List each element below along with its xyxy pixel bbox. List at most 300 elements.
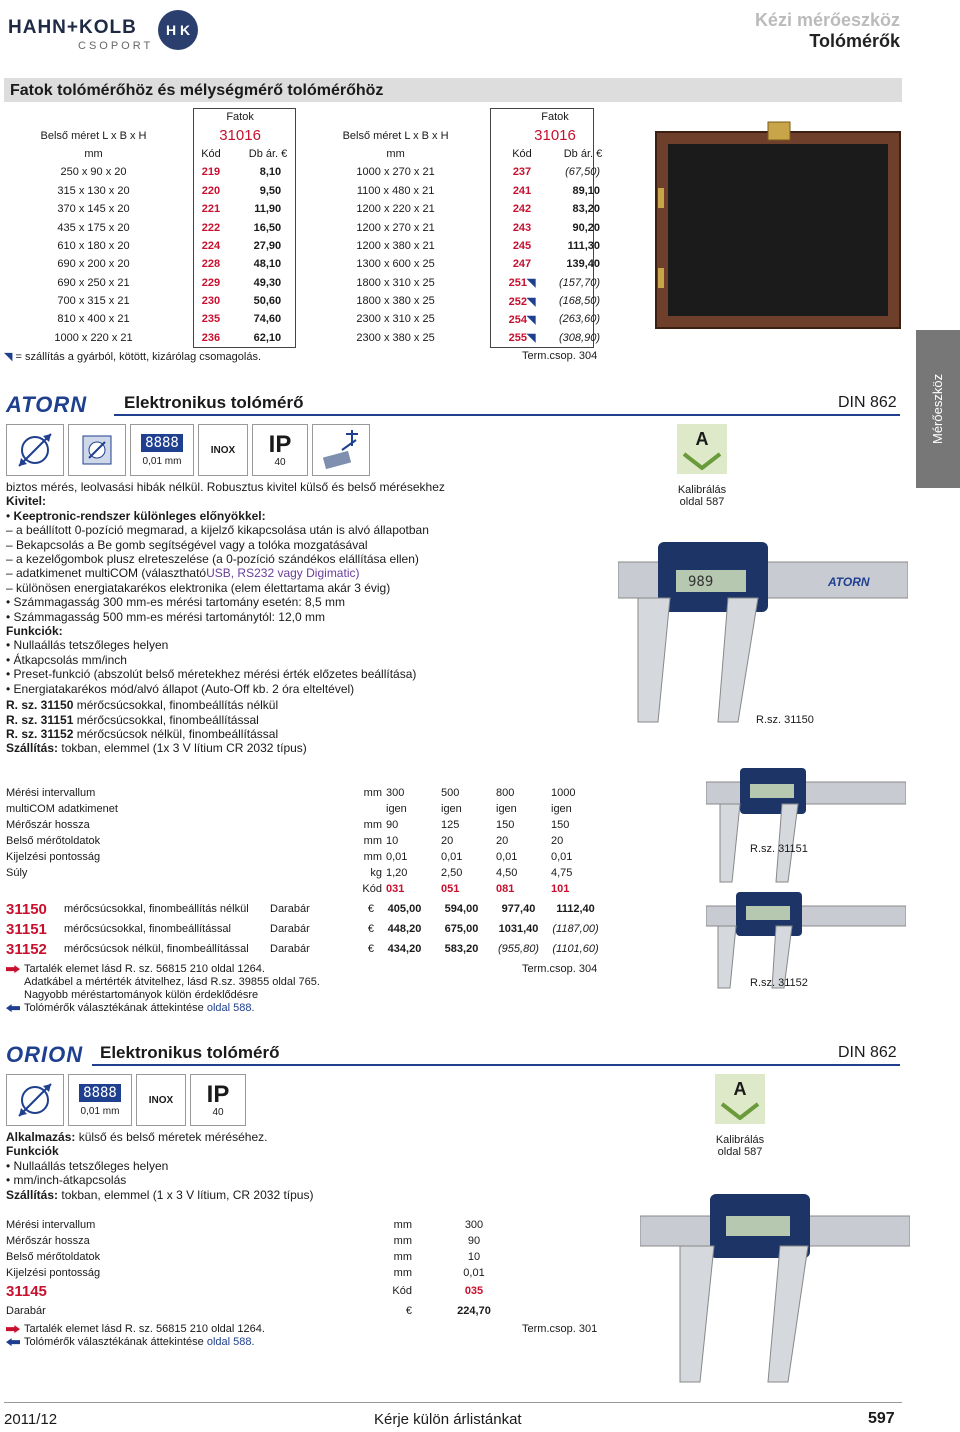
price-value: 434,20 xyxy=(387,943,422,955)
bullet: • Számmagasság 500 mm-es mérési tartománytól: 12,0 mm xyxy=(6,609,325,624)
price-row xyxy=(4,1301,534,1321)
ref-text: mérőcsúcsokkal, finombeállítás nélkül xyxy=(73,698,279,713)
table-row xyxy=(4,182,616,200)
bullet-text: Keeptronic-rendszer különleges előnyökkel: xyxy=(13,508,266,523)
code-cell: 229 xyxy=(201,276,221,289)
delivery-line xyxy=(6,741,626,755)
item-desc: mérőcsúcsokkal, finombeállítással xyxy=(64,923,231,935)
inox-label: INOX xyxy=(148,1094,174,1106)
din-label: DIN 862 xyxy=(838,1044,897,1061)
code-cell: 222 xyxy=(201,221,221,234)
spec-label: Mérési intervallum xyxy=(6,1219,96,1231)
spec-value: igen xyxy=(441,803,462,815)
caption: R.sz. 31150 xyxy=(756,714,814,726)
dim-cell: 1000 x 270 x 21 xyxy=(356,166,435,179)
divider xyxy=(114,414,900,416)
ref-code: R. sz. 31151 xyxy=(6,712,74,727)
code-cell: 220 xyxy=(201,184,221,197)
dash-item: – különösen energiatakarékos elektronika (elem élettartama akár 3 évig) xyxy=(6,580,391,595)
note-line xyxy=(6,1323,606,1336)
dim-cell: 250 x 90 x 20 xyxy=(60,166,127,179)
price-value: 405,00 xyxy=(387,903,422,915)
resolution-label: 0,01 mm xyxy=(142,455,182,467)
ip-icon xyxy=(252,424,308,476)
spec-value: 300 xyxy=(386,787,405,799)
currency: € xyxy=(367,923,374,935)
delivery-text: tokban, elemmel (1 x 3 V lítium, CR 2032 típus) xyxy=(58,1187,314,1202)
ref-text: mérőcsúcsok nélkül, finombeállítással xyxy=(73,726,279,741)
note-text: Tolómérők választékának áttekintése xyxy=(24,1336,207,1348)
bullet: • Átkapcsolás mm/inch xyxy=(6,652,127,667)
price-value: (955,80) xyxy=(498,943,539,955)
product-title: Elektronikus tolómérő xyxy=(100,1043,280,1062)
code-cell: 243 xyxy=(512,221,532,234)
caption: R.sz. 31151 xyxy=(750,843,808,855)
spec-value: 0,01 xyxy=(551,851,573,863)
spec-label: Kijelzési pontosság xyxy=(6,1267,101,1279)
code-cell: 228 xyxy=(201,258,221,271)
page-link[interactable]: oldal 588. xyxy=(206,1336,255,1348)
page-header xyxy=(640,10,900,52)
price-cell: 27,90 xyxy=(253,239,282,252)
dim-cell: 1800 x 380 x 25 xyxy=(356,295,435,308)
dash-text: – adatkimenet multiCOM (választható xyxy=(6,566,207,581)
din-label: DIN 862 xyxy=(838,394,897,411)
code-cell: 236 xyxy=(201,331,221,344)
spec-value: 1000 xyxy=(551,787,576,799)
price-cell: 62,10 xyxy=(253,331,282,344)
case-table xyxy=(4,108,616,347)
ip-value: 40 xyxy=(274,456,286,468)
page-link[interactable]: oldal 588. xyxy=(206,1002,255,1014)
dim-cell: 370 x 145 x 20 xyxy=(57,203,130,216)
spec-value: igen xyxy=(496,803,517,815)
measure-icon xyxy=(6,1074,64,1126)
page-number: 597 xyxy=(868,1410,895,1427)
table-row xyxy=(4,292,616,310)
spec-row xyxy=(4,881,604,897)
price-cell: 83,20 xyxy=(572,203,600,216)
caliper-image-31145 xyxy=(640,1176,910,1386)
spec-value: 300 xyxy=(464,1219,484,1231)
bullet-text: Átkapcsolás mm/inch xyxy=(13,652,127,667)
col-kod: Kód xyxy=(201,147,221,160)
spec-value: 4,75 xyxy=(551,867,573,879)
caliper-image-31150 xyxy=(618,522,908,732)
unit-label: mm xyxy=(84,147,103,160)
spec-label: Mérőszár hossza xyxy=(6,1235,90,1247)
calib-letter: A xyxy=(695,429,709,449)
arrow-left-icon xyxy=(6,1004,20,1012)
kivitel-heading: Kivitel: xyxy=(6,494,47,509)
price-value: (1101,60) xyxy=(552,943,599,955)
spec-label: Belső mérőtoldatok xyxy=(6,835,101,847)
usage-text: külső és belső méretek méréséhez. xyxy=(75,1130,268,1144)
spec-row xyxy=(4,801,604,817)
dash-item: – a beállított 0-pozíció megmarad, a kijelző kikapcsolása után is alvó állapotban xyxy=(6,523,429,538)
delivery-text: tokban, elemmel (1x 3 V lítium CR 2032 típus) xyxy=(58,741,307,756)
brand-name: HAHN+KOLB xyxy=(8,17,137,38)
side-tab[interactable]: Mérőeszköz xyxy=(916,330,960,488)
dim-cell: 1200 x 270 x 21 xyxy=(356,221,435,234)
bullet-text: Nullaállás tetszőleges helyen xyxy=(13,1158,169,1173)
price-value: (1187,00) xyxy=(552,923,599,935)
bullet-text: Számmagasság 300 mm-es mérési tartomány esetén: 8,5 mm xyxy=(13,595,346,610)
intro-text: biztos mérés, leolvasási hibák nélkül. Robusztus kivitel külső és belső mérésekhez xyxy=(6,480,445,494)
note-text: Tolómérők választékának áttekintése xyxy=(24,1002,207,1014)
code-cell: 255◥ xyxy=(508,332,536,345)
ip-icon xyxy=(190,1074,246,1126)
col-price: Db ár. € xyxy=(248,147,288,160)
orion-logo: ORION xyxy=(6,1042,84,1067)
price-label: Darabár xyxy=(270,923,310,935)
ref-line xyxy=(6,727,626,741)
price-value: 594,00 xyxy=(444,903,479,915)
price-cell: (168,50) xyxy=(559,295,600,308)
price-value: 583,20 xyxy=(444,943,479,955)
paren: ) xyxy=(355,566,360,581)
dim-cell: 700 x 315 x 21 xyxy=(57,295,130,308)
lcd-digits: 8888 xyxy=(141,434,183,452)
ip-label: IP xyxy=(268,430,292,458)
dim-cell: 690 x 250 x 21 xyxy=(57,276,130,289)
group-label: Fatok xyxy=(226,111,254,124)
code-cell: 237 xyxy=(512,166,532,179)
ref-line xyxy=(6,698,626,712)
table-row xyxy=(4,329,616,347)
price-cell: 8,10 xyxy=(259,166,282,179)
term-group: Term.csop. 301 xyxy=(522,1323,598,1335)
calib-letter: A xyxy=(733,1079,747,1099)
bullet: • Energiatakarékos mód/alvó állapot (Auto-Off kb. 2 óra elteltével) xyxy=(6,681,355,696)
price-row xyxy=(4,939,604,959)
item-desc: mérőcsúcsokkal, finombeállítás nélkül xyxy=(64,903,249,915)
code-cell: 241 xyxy=(512,184,532,197)
bullet-text: Energiatakarékos mód/alvó állapot (Auto-Off kb. 2 óra elteltével) xyxy=(13,681,355,696)
table-row xyxy=(4,163,616,181)
price-row xyxy=(4,899,604,919)
bullet-text: Számmagasság 500 mm-es mérési tartománytól: 12,0 mm xyxy=(13,609,325,624)
price-table xyxy=(4,899,604,959)
spec-table xyxy=(4,785,604,897)
bullet: • Nullaállás tetszőleges helyen xyxy=(6,1158,169,1173)
ip-label: IP xyxy=(206,1080,230,1108)
currency: € xyxy=(367,903,374,915)
col-kod: Kód xyxy=(512,147,532,160)
price-cell: 74,60 xyxy=(253,313,282,326)
spec-unit xyxy=(344,801,384,817)
usage-line xyxy=(6,1130,626,1144)
price-cell: 9,50 xyxy=(259,184,282,197)
bullet: • Számmagasság 300 mm-es mérési tartomány esetén: 8,5 mm xyxy=(6,595,346,610)
spec-label: multiCOM adatkimenet xyxy=(6,803,118,815)
spec-label: Mérési intervallum xyxy=(6,787,96,799)
spec-unit: mm xyxy=(363,819,382,831)
table-row xyxy=(4,218,616,236)
col-price: Db ár. € xyxy=(563,147,603,160)
spec-row xyxy=(4,1265,534,1281)
dim-cell: 2300 x 310 x 25 xyxy=(356,313,435,326)
code-cell: 252◥ xyxy=(508,295,536,308)
spec-value: 0,01 xyxy=(386,851,408,863)
spec-row xyxy=(4,1281,534,1301)
code-cell: 247 xyxy=(512,258,532,271)
unit-label: mm xyxy=(386,147,405,160)
code-cell: 251◥ xyxy=(508,277,536,290)
shipping-note xyxy=(4,350,261,363)
caption: R.sz. 31152 xyxy=(750,977,808,989)
item-code: 31152 xyxy=(6,940,47,958)
spec-label: Kijelzési pontosság xyxy=(6,851,101,863)
bullet: • Keeptronic-rendszer különleges előnyökkel: xyxy=(6,508,266,523)
category-title: Kézi mérőeszköz xyxy=(754,10,900,30)
currency: € xyxy=(367,943,374,955)
ref-code: R. sz. 31152 xyxy=(6,726,74,741)
price-cell: (157,70) xyxy=(559,276,600,289)
price-cell: (308,90) xyxy=(559,331,600,344)
bullet: • Nullaállás tetszőleges helyen xyxy=(6,638,169,653)
note-text: Tartalék elemet lásd R. sz. 56815 210 oldal 1264. xyxy=(24,963,265,975)
price-cell: (67,50) xyxy=(565,166,600,179)
caliper-brand: ATORN xyxy=(828,575,870,589)
resolution-label: 0,01 mm xyxy=(80,1105,120,1117)
bullet-text: Preset-funkció (abszolút belső méretekhez mérési érték előzetes beállítása) xyxy=(13,667,417,682)
spec-label: Belső mérőtoldatok xyxy=(6,1251,101,1263)
inox-label: INOX xyxy=(210,444,236,456)
spec-row xyxy=(4,785,604,801)
spec-value: 1,20 xyxy=(386,867,408,879)
wooden-case-image xyxy=(652,118,904,332)
brand-sub: CSOPORT xyxy=(78,40,154,52)
product-title: Elektronikus tolómérő xyxy=(124,393,304,412)
ref-text: mérőcsúcsokkal, finombeállítással xyxy=(73,712,259,727)
spec-row xyxy=(4,1249,534,1265)
usage-label: Alkalmazás: xyxy=(6,1130,76,1144)
note-line: Adatkábel a mértérték átvitelhez, lásd R.sz. 39855 oldal 765. xyxy=(24,976,320,988)
spec-row xyxy=(4,817,604,833)
calibration-icon xyxy=(715,1074,765,1124)
product-description xyxy=(6,1130,626,1202)
item-code: 31145 xyxy=(6,1282,47,1300)
ref-line xyxy=(6,713,626,727)
term-group: Term.csop. 304 xyxy=(522,350,598,362)
notes xyxy=(6,1323,606,1349)
funkciok-heading: Funkciók xyxy=(6,1144,59,1159)
price-cell: (263,60) xyxy=(559,313,600,326)
spec-value: 101 xyxy=(551,883,570,895)
price-cell: 50,60 xyxy=(253,295,282,308)
spec-row xyxy=(4,1233,534,1249)
code-cell: 224 xyxy=(201,239,221,252)
bullet: • Preset-funkció (abszolút belső méretekhez mérési érték előzetes beállítása) xyxy=(6,667,417,682)
dim-cell: 810 x 400 x 21 xyxy=(57,313,130,326)
spec-value: 800 xyxy=(496,787,515,799)
bullet-text: Nullaállás tetszőleges helyen xyxy=(13,638,169,653)
price-cell: 49,30 xyxy=(253,276,282,289)
spec-value: 0,01 xyxy=(441,851,463,863)
item-desc: mérőcsúcsok nélkül, finombeállítással xyxy=(64,943,249,955)
dim-label: Belső méret L x B x H xyxy=(342,129,449,142)
inox-icon xyxy=(136,1074,186,1126)
measure-icon xyxy=(6,424,64,476)
dash-item: – a kezelőgombok plusz elreteszelése (a 0-pozíció szándékos elállítása ellen) xyxy=(6,552,419,567)
item-code: 31151 xyxy=(6,920,47,938)
feature-icons xyxy=(6,1074,246,1126)
group-label: Fatok xyxy=(541,111,569,124)
product-description xyxy=(6,480,626,756)
footer-rule xyxy=(4,1402,902,1403)
spec-unit: mm xyxy=(393,1235,412,1247)
spec-unit: mm xyxy=(393,1251,412,1263)
ip-value: 40 xyxy=(212,1106,224,1118)
spec-value: 20 xyxy=(496,835,509,847)
spec-value: 500 xyxy=(441,787,460,799)
section-title: Fatok tolómérőhöz és mélységmérő tolómérőhöz xyxy=(4,78,902,102)
price-label: Darabár xyxy=(270,943,310,955)
spec-value: 0,01 xyxy=(496,851,518,863)
delivery-label: Szállítás: xyxy=(6,741,59,756)
calib-page: oldal 587 xyxy=(679,496,725,508)
flag-icon: ◥ xyxy=(4,351,13,363)
note-text: Tartalék elemet lásd R. sz. 56815 210 oldal 1264. xyxy=(24,1323,265,1335)
display-icon xyxy=(68,1074,132,1126)
table-row xyxy=(4,255,616,273)
price-label: Darabár xyxy=(270,903,310,915)
bullet: • mm/inch-átkapcsolás xyxy=(6,1173,127,1188)
spec-table xyxy=(4,1217,534,1321)
note-line xyxy=(6,963,606,976)
price-cell: 48,10 xyxy=(253,258,282,271)
price-row xyxy=(4,919,604,939)
code-cell: 254◥ xyxy=(508,313,536,326)
price-value: 1031,40 xyxy=(498,923,539,935)
currency: € xyxy=(405,1305,412,1317)
spec-value: 031 xyxy=(386,883,405,895)
calib-label: Kalibrálás xyxy=(677,484,727,496)
interface-options: USB, RS232 vagy Digimatic xyxy=(206,566,356,581)
price-cell: 90,20 xyxy=(572,221,600,234)
divider xyxy=(92,1064,900,1066)
spec-label: Súly xyxy=(6,867,28,879)
spec-unit: mm xyxy=(393,1267,412,1279)
calibration-badge[interactable] xyxy=(690,1074,790,1158)
price-cell: 111,30 xyxy=(567,239,600,252)
spec-value: 051 xyxy=(441,883,460,895)
code-cell: 235 xyxy=(201,313,221,326)
spec-unit: kg xyxy=(370,867,382,879)
code-cell: 221 xyxy=(201,203,221,216)
spec-unit: Kód xyxy=(362,883,382,895)
table-row xyxy=(4,274,616,292)
brand-emblem: H K xyxy=(158,10,198,50)
spec-value: 2,50 xyxy=(441,867,463,879)
dim-cell: 2300 x 380 x 25 xyxy=(356,331,435,344)
spec-label xyxy=(4,881,344,897)
code-cell: 242 xyxy=(512,203,532,216)
note-text: = szállítás a gyárból, kötött, kizárólag csomagolás. xyxy=(15,351,262,363)
article-code: 31016 xyxy=(219,127,261,145)
spec-label: Mérőszár hossza xyxy=(6,819,90,831)
footer-year: 2011/12 xyxy=(4,1411,58,1428)
inner-measure-icon xyxy=(68,424,126,476)
dim-cell: 1100 x 480 x 21 xyxy=(356,184,435,197)
calibration-icon xyxy=(677,424,727,474)
arrow-right-icon xyxy=(6,965,20,973)
delivery-line xyxy=(6,1188,626,1202)
flag-icon: ◥ xyxy=(526,277,536,290)
spec-value: 20 xyxy=(551,835,564,847)
table-row xyxy=(4,310,616,328)
table-row xyxy=(4,237,616,255)
dim-cell: 1200 x 220 x 21 xyxy=(356,203,435,216)
article-code: 31016 xyxy=(534,127,576,145)
spec-value: 90 xyxy=(467,1235,481,1247)
calib-page: oldal 587 xyxy=(717,1146,763,1158)
notes xyxy=(6,963,606,1015)
spec-value: 20 xyxy=(441,835,454,847)
flag-icon: ◥ xyxy=(526,313,536,326)
spec-value: 90 xyxy=(386,819,399,831)
arrow-left-icon xyxy=(6,1338,20,1346)
flag-icon: ◥ xyxy=(526,332,536,345)
price-value: 977,40 xyxy=(501,903,536,915)
price-cell: 89,10 xyxy=(572,184,600,197)
arrow-right-icon xyxy=(6,1325,20,1333)
spec-value: 0,01 xyxy=(463,1267,485,1279)
calibration-badge[interactable] xyxy=(652,424,752,508)
spec-unit: mm xyxy=(363,851,382,863)
spec-value: 10 xyxy=(386,835,399,847)
spec-value: 150 xyxy=(496,819,515,831)
caliper-image-31151 xyxy=(706,756,906,886)
delivery-label: Szállítás: xyxy=(6,1187,59,1202)
spec-row xyxy=(4,865,604,881)
dim-label: Belső méret L x B x H xyxy=(40,129,147,142)
price-cell: 16,50 xyxy=(253,221,282,234)
dash-item xyxy=(6,566,626,580)
dim-cell: 435 x 175 x 20 xyxy=(57,221,130,234)
spec-unit: mm xyxy=(363,835,382,847)
dim-cell: 1200 x 380 x 21 xyxy=(356,239,435,252)
calib-label: Kalibrálás xyxy=(715,1134,765,1146)
display-icon xyxy=(130,424,194,476)
term-group: Term.csop. 304 xyxy=(522,963,598,975)
price-value: 1112,40 xyxy=(556,903,595,915)
dim-cell: 610 x 180 x 20 xyxy=(57,239,130,252)
spec-row xyxy=(4,849,604,865)
feature-icons xyxy=(6,424,370,476)
dim-cell: 315 x 130 x 20 xyxy=(57,184,130,197)
lcd-digits: 8888 xyxy=(79,1084,121,1102)
spec-value: 4,50 xyxy=(496,867,518,879)
spec-row xyxy=(4,833,604,849)
price-value: 224,70 xyxy=(457,1305,491,1317)
spec-value: 081 xyxy=(496,883,515,895)
dim-cell: 1300 x 600 x 25 xyxy=(356,258,435,271)
brand-logo xyxy=(8,6,198,52)
funkciok-heading: Funkciók: xyxy=(6,624,63,639)
spec-value: 150 xyxy=(551,819,570,831)
flag-icon: ◥ xyxy=(526,295,536,308)
dim-cell: 1000 x 220 x 21 xyxy=(54,331,133,344)
usb-icon xyxy=(312,424,370,476)
footer-center: Kérje külön árlistánkat xyxy=(374,1411,522,1428)
price-value: 675,00 xyxy=(444,923,479,935)
spec-value: igen xyxy=(386,803,407,815)
table-row xyxy=(4,200,616,218)
code-cell: 245 xyxy=(512,239,532,252)
lcd-readout: 989 xyxy=(688,574,714,590)
